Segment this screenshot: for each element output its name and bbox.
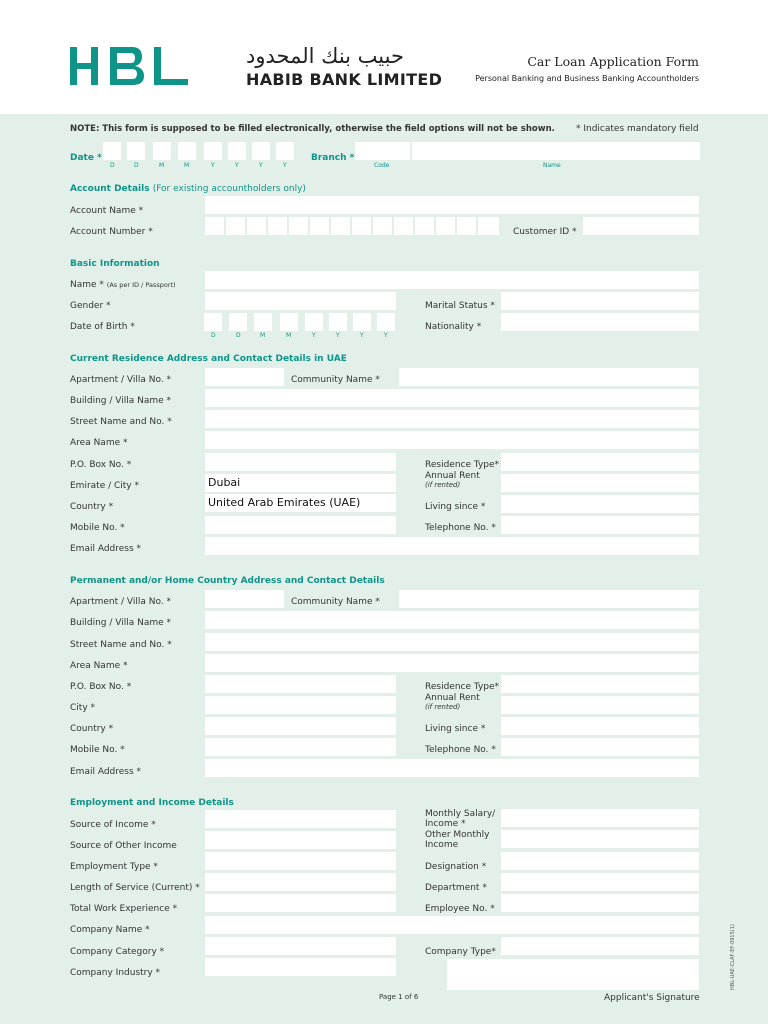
account-digit[interactable] — [289, 217, 308, 235]
date-month-2[interactable] — [178, 142, 196, 160]
email-label: Email Address * — [70, 544, 142, 554]
bank-name-arabic: حبيب بنك المحدود — [246, 44, 404, 68]
living-since-field[interactable] — [501, 495, 699, 513]
street-field[interactable] — [205, 410, 699, 428]
department-label: Department * — [425, 883, 487, 893]
date-placeholder: Y — [235, 162, 239, 169]
gender-field[interactable] — [205, 292, 396, 310]
perm-mobile-label: Mobile No. * — [70, 745, 125, 755]
dob-placeholder: M — [286, 332, 292, 339]
dob-year-3[interactable] — [353, 313, 371, 331]
section-basic-information: Basic Information — [70, 259, 160, 269]
section-title: Account Details — [70, 184, 150, 194]
form-code-vertical — [727, 912, 737, 990]
source-other-label: Source of Other Income — [70, 841, 177, 851]
dob-day-2[interactable] — [229, 313, 247, 331]
length-service-field[interactable] — [205, 873, 396, 891]
account-digit[interactable] — [331, 217, 350, 235]
perm-email-label: Email Address * — [70, 767, 142, 777]
perm-country-field[interactable] — [205, 717, 396, 735]
name-label — [70, 280, 176, 290]
account-digit[interactable] — [478, 217, 499, 235]
nationality-label: Nationality * — [425, 322, 482, 332]
other-monthly-label-2: Income — [425, 840, 459, 850]
form-note: NOTE: This form is supposed to be filled electronically, otherwise the field options will not be shown. — [70, 124, 555, 134]
date-placeholder: Y — [211, 162, 215, 169]
perm-residence-type-field[interactable] — [501, 675, 699, 693]
mobile-field[interactable] — [205, 516, 396, 534]
date-month-1[interactable] — [153, 142, 171, 160]
monthly-salary-field[interactable] — [501, 809, 699, 827]
other-monthly-label: Other Monthly — [425, 830, 490, 840]
customer-id-label: Customer ID * — [513, 227, 577, 237]
perm-community-label: Community Name * — [291, 597, 380, 607]
name-label-note: (As per ID / Passport) — [106, 281, 176, 289]
company-category-field[interactable] — [205, 937, 396, 955]
account-digit[interactable] — [352, 217, 371, 235]
account-digit[interactable] — [394, 217, 413, 235]
dob-year-1[interactable] — [305, 313, 323, 331]
perm-po-box-field[interactable] — [205, 675, 396, 693]
account-digit[interactable] — [436, 217, 455, 235]
po-box-label: P.O. Box No. * — [70, 460, 132, 470]
dob-placeholder: Y — [360, 332, 364, 339]
signature-label: Applicant's Signature — [604, 993, 700, 1003]
dob-placeholder: Y — [384, 332, 388, 339]
perm-annual-rent-field[interactable] — [501, 696, 699, 714]
perm-po-box-label: P.O. Box No. * — [70, 682, 132, 692]
company-name-field[interactable] — [205, 916, 699, 934]
company-industry-label: Company Industry * — [70, 968, 161, 978]
residence-type-label: Residence Type* — [425, 460, 500, 470]
perm-building-field[interactable] — [205, 611, 699, 629]
account-digit[interactable] — [247, 217, 266, 235]
perm-apartment-field[interactable] — [205, 590, 284, 608]
section-account-details — [70, 184, 306, 194]
form-header — [0, 0, 768, 114]
date-placeholder: D — [134, 162, 139, 169]
company-category-label: Company Category * — [70, 947, 165, 957]
designation-label: Designation * — [425, 862, 487, 872]
perm-if-rented-note: (if rented) — [425, 703, 461, 711]
perm-area-label: Area Name * — [70, 661, 128, 671]
marital-status-field[interactable] — [501, 292, 699, 310]
if-rented-note: (if rented) — [425, 481, 461, 489]
perm-city-field[interactable] — [205, 696, 396, 714]
account-number-label: Account Number * — [70, 227, 153, 237]
perm-street-label: Street Name and No. * — [70, 640, 172, 650]
perm-living-since-field[interactable] — [501, 717, 699, 735]
date-year-2[interactable] — [228, 142, 246, 160]
building-field[interactable] — [205, 389, 699, 407]
mobile-label: Mobile No. * — [70, 523, 125, 533]
designation-field[interactable] — [501, 852, 699, 870]
telephone-field[interactable] — [501, 516, 699, 534]
date-day-2[interactable] — [127, 142, 145, 160]
perm-residence-type-label: Residence Type* — [425, 682, 500, 692]
perm-street-field[interactable] — [205, 633, 699, 651]
source-other-field[interactable] — [205, 831, 396, 849]
annual-rent-label: Annual Rent — [425, 471, 480, 481]
gender-label: Gender * — [70, 301, 111, 311]
employment-type-label: Employment Type * — [70, 862, 158, 872]
dob-month-1[interactable] — [254, 313, 272, 331]
form-title: Car Loan Application Form — [527, 54, 699, 69]
date-year-1[interactable] — [204, 142, 222, 160]
perm-telephone-label: Telephone No. * — [425, 745, 496, 755]
dob-placeholder: Y — [312, 332, 316, 339]
perm-email-field[interactable] — [205, 759, 699, 777]
email-field[interactable] — [205, 537, 699, 555]
branch-code-field[interactable] — [355, 142, 410, 160]
company-type-label: Company Type* — [425, 947, 496, 957]
page-number: Page 1 of 6 — [379, 993, 419, 1001]
nationality-field[interactable] — [501, 313, 699, 331]
dob-year-2[interactable] — [329, 313, 347, 331]
form-subtitle: Personal Banking and Business Banking Accountholders — [475, 74, 699, 83]
company-industry-field[interactable] — [205, 958, 396, 976]
date-year-3[interactable] — [252, 142, 270, 160]
section-employment: Employment and Income Details — [70, 798, 234, 808]
mandatory-note: * Indicates mandatory field — [576, 124, 699, 134]
perm-community-field[interactable] — [399, 590, 699, 608]
perm-building-label: Building / Villa Name * — [70, 618, 172, 628]
account-digit[interactable] — [457, 217, 476, 235]
branch-name-caption: Name — [543, 162, 561, 169]
hbl-logo — [70, 47, 210, 87]
area-field[interactable] — [205, 431, 699, 449]
account-digit[interactable] — [226, 217, 245, 235]
date-placeholder: M — [184, 162, 190, 169]
dob-placeholder: Y — [336, 332, 340, 339]
perm-city-label: City * — [70, 703, 96, 713]
section-permanent-address: Permanent and/or Home Country Address and Contact Details — [70, 576, 385, 586]
telephone-label: Telephone No. * — [425, 523, 496, 533]
date-placeholder: Y — [259, 162, 263, 169]
company-name-label: Company Name * — [70, 925, 150, 935]
country-label: Country * — [70, 502, 114, 512]
customer-id-field[interactable] — [583, 217, 699, 235]
date-placeholder: D — [110, 162, 115, 169]
perm-mobile-field[interactable] — [205, 738, 396, 756]
dob-year-4[interactable] — [377, 313, 395, 331]
marital-status-label: Marital Status * — [425, 301, 495, 311]
residence-type-field[interactable] — [501, 453, 699, 471]
date-day-1[interactable] — [103, 142, 121, 160]
account-name-field[interactable] — [205, 196, 699, 214]
area-label: Area Name * — [70, 438, 128, 448]
date-placeholder: M — [159, 162, 165, 169]
perm-annual-rent-label: Annual Rent — [425, 693, 480, 703]
community-label: Community Name * — [291, 375, 380, 385]
employment-type-field[interactable] — [205, 852, 396, 870]
monthly-salary-label: Monthly Salary/ — [425, 809, 496, 819]
dob-placeholder: M — [260, 332, 266, 339]
form-code-text: HBL-UAE-CLAF-EF-0915(1) — [730, 924, 736, 990]
emirate-field[interactable]: Dubai — [205, 474, 396, 492]
company-type-field[interactable] — [501, 937, 699, 955]
account-digit[interactable] — [310, 217, 329, 235]
total-experience-field[interactable] — [205, 894, 396, 912]
account-digit[interactable] — [415, 217, 434, 235]
date-year-4[interactable] — [276, 142, 294, 160]
perm-telephone-field[interactable] — [501, 738, 699, 756]
source-income-label: Source of Income * — [70, 820, 156, 830]
date-placeholder: Y — [283, 162, 287, 169]
section-current-residence: Current Residence Address and Contact Details in UAE — [70, 354, 347, 364]
dob-placeholder: D — [236, 332, 241, 339]
account-name-label: Account Name * — [70, 206, 144, 216]
perm-apartment-label: Apartment / Villa No. * — [70, 597, 172, 607]
dob-placeholder: D — [211, 332, 216, 339]
account-digit[interactable] — [268, 217, 287, 235]
name-field[interactable] — [205, 271, 699, 289]
country-field[interactable]: United Arab Emirates (UAE) — [205, 494, 396, 512]
apartment-label: Apartment / Villa No. * — [70, 375, 172, 385]
branch-code-caption: Code — [374, 162, 390, 169]
living-since-label: Living since * — [425, 502, 486, 512]
branch-label: Branch * — [311, 153, 355, 163]
source-income-field[interactable] — [205, 810, 396, 828]
perm-country-label: Country * — [70, 724, 114, 734]
dob-day-1[interactable] — [204, 313, 222, 331]
dob-label: Date of Birth * — [70, 322, 135, 332]
account-digit[interactable] — [205, 217, 224, 235]
employee-no-label: Employee No. * — [425, 904, 495, 914]
length-service-label: Length of Service (Current) * — [70, 883, 200, 893]
account-digit[interactable] — [373, 217, 392, 235]
total-experience-label: Total Work Experience * — [70, 904, 178, 914]
annual-rent-field[interactable] — [501, 474, 699, 492]
emirate-label: Emirate / City * — [70, 481, 139, 491]
perm-area-field[interactable] — [205, 654, 699, 672]
employee-no-field[interactable] — [501, 894, 699, 912]
department-field[interactable] — [501, 873, 699, 891]
section-note: (For existing accountholders only) — [152, 184, 306, 194]
apartment-field[interactable] — [205, 368, 284, 386]
bank-name: HABIB BANK LIMITED — [246, 70, 443, 89]
signature-box[interactable] — [447, 959, 699, 990]
po-box-field[interactable] — [205, 453, 396, 471]
other-monthly-field[interactable] — [501, 830, 699, 848]
dob-month-2[interactable] — [280, 313, 298, 331]
date-label: Date * — [70, 153, 102, 163]
perm-living-since-label: Living since * — [425, 724, 486, 734]
monthly-salary-label-2: Income * — [425, 819, 466, 829]
name-label-text: Name * — [70, 280, 104, 290]
street-label: Street Name and No. * — [70, 417, 172, 427]
building-label: Building / Villa Name * — [70, 396, 172, 406]
community-field[interactable] — [399, 368, 699, 386]
branch-name-field[interactable] — [412, 142, 700, 160]
